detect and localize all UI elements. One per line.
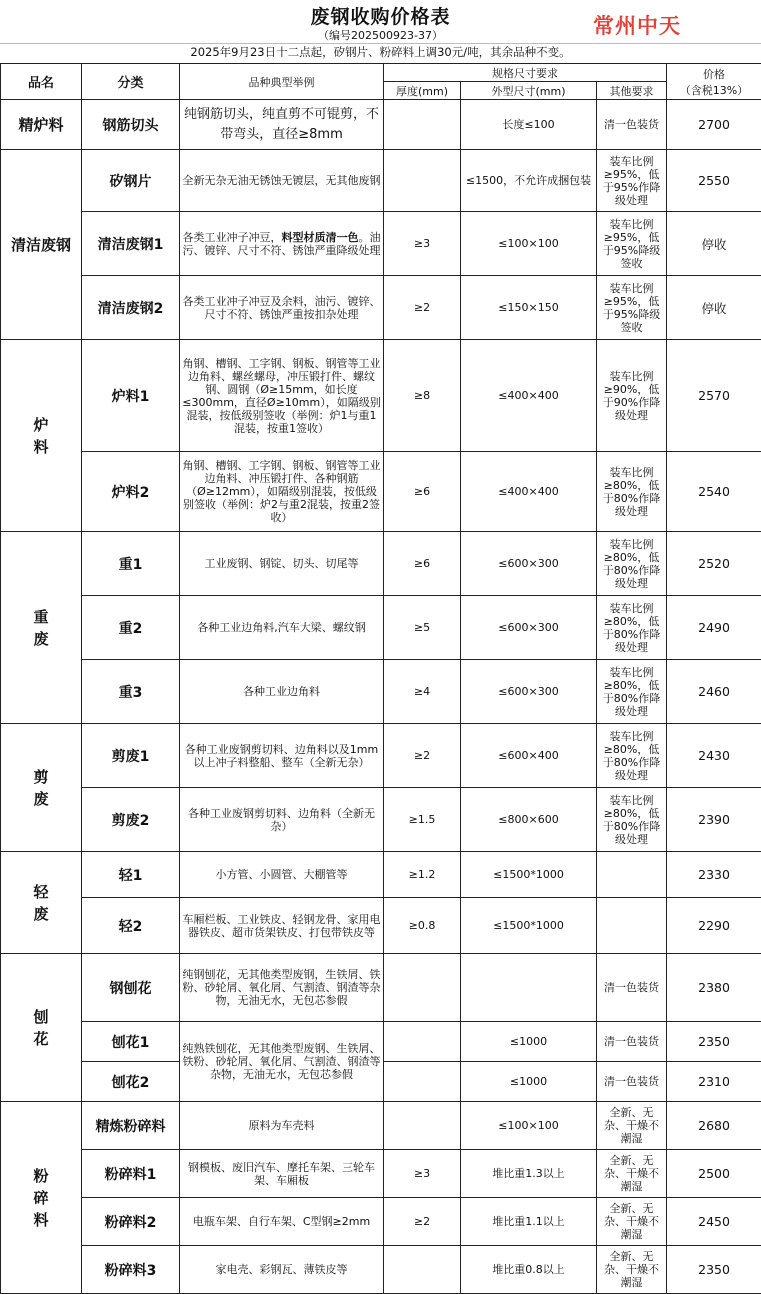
header-category: 分类 <box>82 64 180 100</box>
thickness-cell: ≥8 <box>384 340 461 452</box>
price-cell: 2330 <box>667 852 761 898</box>
category-cell: 轻2 <box>82 898 180 954</box>
other-cell: 清一色装货 <box>597 954 667 1022</box>
price-cell: 2520 <box>667 532 761 596</box>
category-cell: 轻1 <box>82 852 180 898</box>
example-cell: 各种工业废钢剪切料、边角料以及1mm以上冲子料整船、整车（全新无杂） <box>180 724 384 788</box>
other-cell: 装车比例≥95%，低于95%降级签收 <box>597 212 667 276</box>
group-name-text: 粉碎料 <box>33 1165 49 1231</box>
group-name <box>1 340 82 532</box>
table-row <box>1 532 761 596</box>
header-thickness: 厚度(mm) <box>384 82 461 100</box>
example-cell: 工业废钢、钢锭、切头、切尾等 <box>180 532 384 596</box>
size-cell: ≤1000 <box>461 1062 597 1102</box>
thickness-cell: ≥4 <box>384 660 461 724</box>
size-cell: ≤1500，不允许成捆包装 <box>461 150 597 212</box>
table-row <box>1 1246 761 1294</box>
table-row <box>1 1022 761 1062</box>
table-row <box>1 954 761 1022</box>
thickness-cell: ≥1.2 <box>384 852 461 898</box>
thickness-cell: ≥2 <box>384 276 461 340</box>
thickness-cell: ≥2 <box>384 1198 461 1246</box>
table-row <box>1 898 761 954</box>
group-name <box>1 724 82 852</box>
other-cell: 全新、无杂、干燥不潮湿 <box>597 1102 667 1150</box>
size-cell: ≤150×150 <box>461 276 597 340</box>
category-cell: 重2 <box>82 596 180 660</box>
other-cell: 装车比例≥95%，低于95%降级签收 <box>597 276 667 340</box>
other-cell: 装车比例≥80%，低于80%作降级处理 <box>597 788 667 852</box>
thickness-cell <box>384 150 461 212</box>
thickness-cell: ≥3 <box>384 212 461 276</box>
size-cell: ≤600×400 <box>461 724 597 788</box>
size-cell: ≤1500*1000 <box>461 852 597 898</box>
size-cell: ≤600×300 <box>461 532 597 596</box>
group-name-text: 轻废 <box>33 881 49 925</box>
price-cell: 2460 <box>667 660 761 724</box>
other-cell: 装车比例≥95%，低于95%作降级处理 <box>597 150 667 212</box>
header-price <box>667 64 761 100</box>
price-cell: 2310 <box>667 1062 761 1102</box>
size-cell: ≤100×100 <box>461 1102 597 1150</box>
category-cell: 钢刨花 <box>82 954 180 1022</box>
price-cell: 2380 <box>667 954 761 1022</box>
example-text: 各类工业冲子冲豆， <box>183 231 282 244</box>
other-cell: 清一色装货 <box>597 100 667 150</box>
group-name: 精炉料 <box>1 100 82 150</box>
example-emphasis: 料型材质清一色 <box>282 231 359 244</box>
category-cell: 钢筋切头 <box>82 100 180 150</box>
example-cell: 角钢、槽钢、工字钢、钢板、钢管等工业边角料、冲压锻打件、各种钢筋（Ø≥12mm），如隔级别混装，按低级别签收（举例：炉2与重2混装，按重2签收） <box>180 452 384 532</box>
price-cell: 2550 <box>667 150 761 212</box>
price-cell: 2540 <box>667 452 761 532</box>
price-cell: 2350 <box>667 1246 761 1294</box>
brand-watermark: 常州中天 <box>593 10 681 40</box>
page-title: 废钢收购价格表 <box>0 2 761 29</box>
header-price-line1: 价格 <box>669 66 759 82</box>
price-cell: 2450 <box>667 1198 761 1246</box>
group-name <box>1 852 82 954</box>
price-notice: 2025年9月23日十二点起，矽钢片、粉碎料上调30元/吨，其余品种不变。 <box>0 44 761 60</box>
size-cell: ≤800×600 <box>461 788 597 852</box>
table-row <box>1 340 761 452</box>
category-cell: 粉碎料3 <box>82 1246 180 1294</box>
size-cell: 堆比重1.1以上 <box>461 1198 597 1246</box>
table-row <box>1 852 761 898</box>
example-cell: 各种工业废钢剪切料、边角料（全新无杂） <box>180 788 384 852</box>
category-cell: 刨花1 <box>82 1022 180 1062</box>
price-cell: 2500 <box>667 1150 761 1198</box>
table-row <box>1 276 761 340</box>
table-row <box>1 212 761 276</box>
category-cell: 清洁废钢1 <box>82 212 180 276</box>
other-cell: 装车比例≥80%，低于80%作降级处理 <box>597 724 667 788</box>
table-row <box>1 660 761 724</box>
table-row <box>1 1198 761 1246</box>
category-cell: 粉碎料1 <box>82 1150 180 1198</box>
example-cell: 纯熟铁刨花，无其他类型废钢、生铁屑、铁粉、砂轮屑、氧化屑、气割渣、钢渣等杂物，无油无水，无包芯参假 <box>180 1022 384 1102</box>
price-cell: 停收 <box>667 276 761 340</box>
size-cell: ≤1500*1000 <box>461 898 597 954</box>
example-cell: 原料为车壳料 <box>180 1102 384 1150</box>
category-cell: 剪废1 <box>82 724 180 788</box>
size-cell: ≤1000 <box>461 1022 597 1062</box>
category-cell: 重1 <box>82 532 180 596</box>
thickness-cell <box>384 1062 461 1102</box>
example-cell: 家电壳、彩钢瓦、薄铁皮等 <box>180 1246 384 1294</box>
example-cell: 各种工业边角料 <box>180 660 384 724</box>
example-cell: 纯钢筋切头，纯直剪不可锟剪，不带弯头，直径≥8mm <box>180 100 384 150</box>
thickness-cell <box>384 1246 461 1294</box>
size-cell: ≤100×100 <box>461 212 597 276</box>
thickness-cell: ≥6 <box>384 452 461 532</box>
thickness-cell: ≥0.8 <box>384 898 461 954</box>
group-name-text: 剪废 <box>33 766 49 810</box>
size-cell: ≤400×400 <box>461 340 597 452</box>
category-cell: 矽钢片 <box>82 150 180 212</box>
category-cell: 剪废2 <box>82 788 180 852</box>
header-price-line2: （含税13%） <box>669 82 759 98</box>
other-cell: 全新、无杂、干燥不潮湿 <box>597 1246 667 1294</box>
price-cell: 2700 <box>667 100 761 150</box>
category-cell: 精炼粉碎料 <box>82 1102 180 1150</box>
thickness-cell: ≥3 <box>384 1150 461 1198</box>
table-row <box>1 452 761 532</box>
table-row <box>1 150 761 212</box>
thickness-cell <box>384 954 461 1022</box>
price-cell: 2490 <box>667 596 761 660</box>
category-cell: 粉碎料2 <box>82 1198 180 1246</box>
price-cell: 2430 <box>667 724 761 788</box>
price-cell: 2570 <box>667 340 761 452</box>
group-name-text: 炉料 <box>33 414 49 458</box>
group-name-text: 重废 <box>33 606 49 650</box>
category-cell: 炉料1 <box>82 340 180 452</box>
table-row <box>1 724 761 788</box>
thickness-cell <box>384 1022 461 1062</box>
table-row <box>1 788 761 852</box>
example-cell: 纯钢刨花，无其他类型废钢，生铁屑、铁粉、砂轮屑、氧化屑、气割渣、钢渣等杂物，无油无水，无包芯参假 <box>180 954 384 1022</box>
price-cell: 停收 <box>667 212 761 276</box>
size-cell: ≤600×300 <box>461 596 597 660</box>
other-cell <box>597 852 667 898</box>
example-cell: 电瓶车架、自行车架、C型钢≥2mm <box>180 1198 384 1246</box>
size-cell: ≤400×400 <box>461 452 597 532</box>
table-row <box>1 1150 761 1198</box>
other-cell: 装车比例≥80%，低于80%作降级处理 <box>597 596 667 660</box>
table-row <box>1 1102 761 1150</box>
group-name: 清洁废钢 <box>1 150 82 340</box>
thickness-cell: ≥5 <box>384 596 461 660</box>
example-cell: 钢模板、废旧汽车、摩托车架、三轮车架、车厢板 <box>180 1150 384 1198</box>
header-spec: 规格尺寸要求 <box>384 64 667 82</box>
example-cell: 各类工业冲子冲豆及余料，油污、镀锌、尺寸不符、锈蚀严重按扣杂处理 <box>180 276 384 340</box>
category-cell: 炉料2 <box>82 452 180 532</box>
size-cell: 堆比重1.3以上 <box>461 1150 597 1198</box>
thickness-cell: ≥2 <box>384 724 461 788</box>
price-cell: 2680 <box>667 1102 761 1150</box>
other-cell: 装车比例≥80%，低于80%作降级处理 <box>597 532 667 596</box>
example-cell: 各种工业边角料,汽车大梁、螺纹钢 <box>180 596 384 660</box>
header-example: 品种典型举例 <box>180 64 384 100</box>
example-cell: 车厢栏板、工业铁皮、轻钢龙骨、家用电器铁皮、超市货架铁皮、打包带铁皮等 <box>180 898 384 954</box>
document-code: （编号202500923-37） <box>0 27 761 43</box>
thickness-cell: ≥6 <box>384 532 461 596</box>
size-cell: 长度≤100 <box>461 100 597 150</box>
price-table <box>0 63 761 1294</box>
table-row <box>1 100 761 150</box>
price-cell: 2290 <box>667 898 761 954</box>
category-cell: 刨花2 <box>82 1062 180 1102</box>
example-cell <box>180 212 384 276</box>
example-cell: 全新无杂无油无锈蚀无镀层，无其他废钢 <box>180 150 384 212</box>
header-name: 品名 <box>1 64 82 100</box>
other-cell: 全新、无杂、干燥不潮湿 <box>597 1150 667 1198</box>
example-cell: 角钢、槽钢、工字钢、钢板、钢管等工业边角料、螺丝螺母，冲压锻打件、螺纹钢、圆钢（Ø≥15mm，如长度≤300mm，直径Ø≥10mm），如隔级别混装，按低级别签收（举例：炉1与重1混装，按重1签收） <box>180 340 384 452</box>
other-cell <box>597 898 667 954</box>
header-other: 其他要求 <box>597 82 667 100</box>
category-cell: 重3 <box>82 660 180 724</box>
other-cell: 全新、无杂、干燥不潮湿 <box>597 1198 667 1246</box>
table-row <box>1 596 761 660</box>
other-cell: 装车比例≥80%，低于80%作降级处理 <box>597 452 667 532</box>
thickness-cell: ≥1.5 <box>384 788 461 852</box>
other-cell: 清一色装货 <box>597 1062 667 1102</box>
example-text: 。油污、镀锌、尺寸不符、锈蚀严重降级处理 <box>183 231 381 257</box>
thickness-cell <box>384 100 461 150</box>
group-name <box>1 1102 82 1294</box>
other-cell: 清一色装货 <box>597 1022 667 1062</box>
size-cell: 堆比重0.8以上 <box>461 1246 597 1294</box>
example-cell: 小方管、小圆管、大棚管等 <box>180 852 384 898</box>
category-cell: 清洁废钢2 <box>82 276 180 340</box>
group-name <box>1 954 82 1102</box>
group-name-text: 刨花 <box>33 1006 49 1050</box>
header-size: 外型尺寸(mm) <box>461 82 597 100</box>
group-name <box>1 532 82 724</box>
size-cell <box>461 954 597 1022</box>
size-cell: ≤600×300 <box>461 660 597 724</box>
other-cell: 装车比例≥80%，低于80%作降级处理 <box>597 660 667 724</box>
thickness-cell <box>384 1102 461 1150</box>
price-cell: 2350 <box>667 1022 761 1062</box>
other-cell: 装车比例≥90%，低于90%作降级处理 <box>597 340 667 452</box>
price-cell: 2390 <box>667 788 761 852</box>
